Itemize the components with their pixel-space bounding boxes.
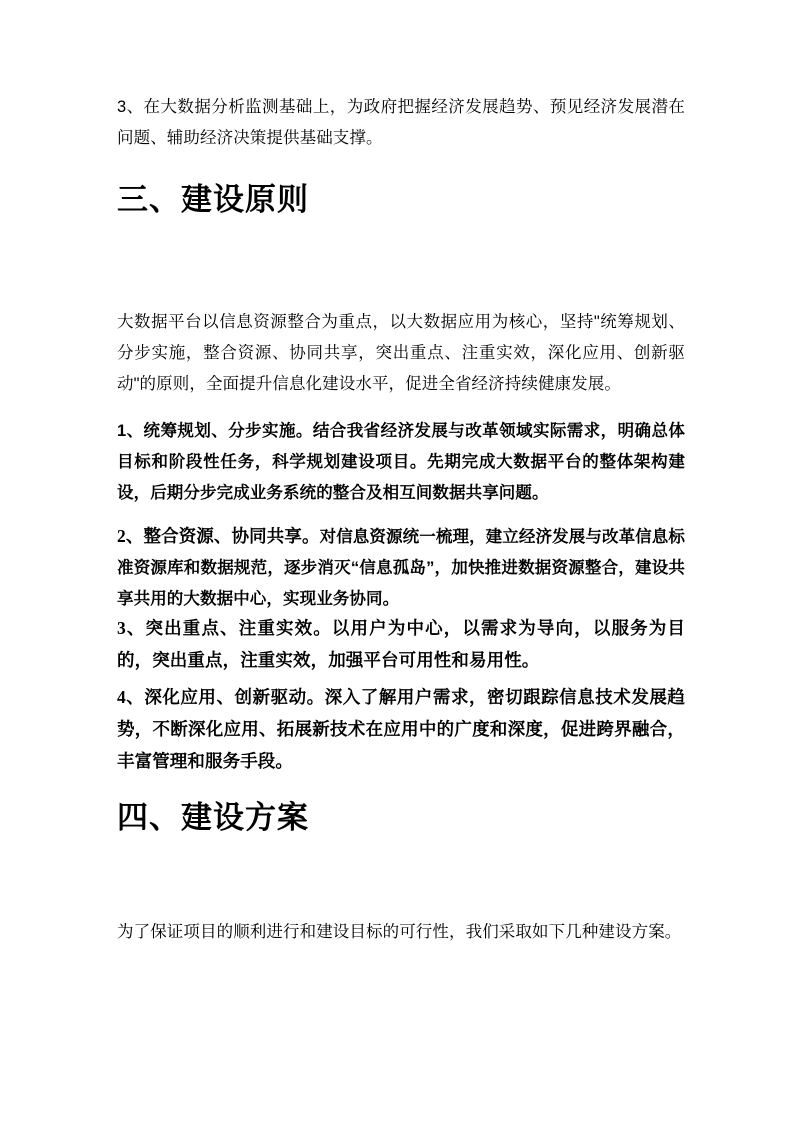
principle-item-4 [117,682,685,778]
heading-section-four: 四、建设方案 [117,800,309,835]
section-three-intro-paragraph: 大数据平台以信息资源整合为重点，以大数据应用为核心，坚持"统筹规划、分步实施，整合资源、协同共享，突出重点、注重实效，深化应用、创新驱动"的原则，全面提升信息化建设水平，促进全省经济持续健康发展。 [117,313,685,393]
principle-1-body: 结合我省经济发展与改革领域实际需求，明确总体目标和阶段性任务，科学规划建设项目。先期完成大数据平台的整体架构建设，后期分步完成业务系统的整合及相互间数据共享问题。 [117,422,685,502]
principle-1-title: 1、统筹规划、分步实施。 [117,422,313,440]
principle-4-title: 4、深化应用、创新驱动。 [117,687,325,707]
principle-2-title: 2、整合资源、协同共享。 [117,526,320,546]
principle-item-1 [117,416,685,509]
principle-2-body: 对信息资源统一梳理，建立经济发展与改革信息标准资源库和数据规范，逐步消灭“信息孤岛”，加快推进数据资源整合，建设共享共用的大数据中心，实现业务协同。 [117,528,685,608]
principle-3-body: 以用户为中心，以需求为导向，以服务为目的，突出重点，注重实效，加强平台可用性和易用性。 [117,618,685,670]
lead-paragraph: 3、在大数据分析监测基础上，为政府把握经济发展趋势、预见经济发展潜在问题、辅助经济决策提供基础支撑。 [117,98,685,147]
principle-item-2 [117,521,685,615]
principle-3-title: 3、突出重点、注重实效。 [117,618,332,638]
principle-item-3 [117,613,685,677]
heading-section-three: 三、建设原则 [117,182,309,217]
section-four-intro-paragraph: 为了保证项目的顺利进行和建设目标的可行性，我们采取如下几种建设方案。 [117,923,682,941]
principle-4-body: 深入了解用户需求，密切跟踪信息技术发展趋势，不断深化应用、拓展新技术在应用中的广度和深度，促进跨界融合，丰富管理和服务手段。 [117,687,686,771]
